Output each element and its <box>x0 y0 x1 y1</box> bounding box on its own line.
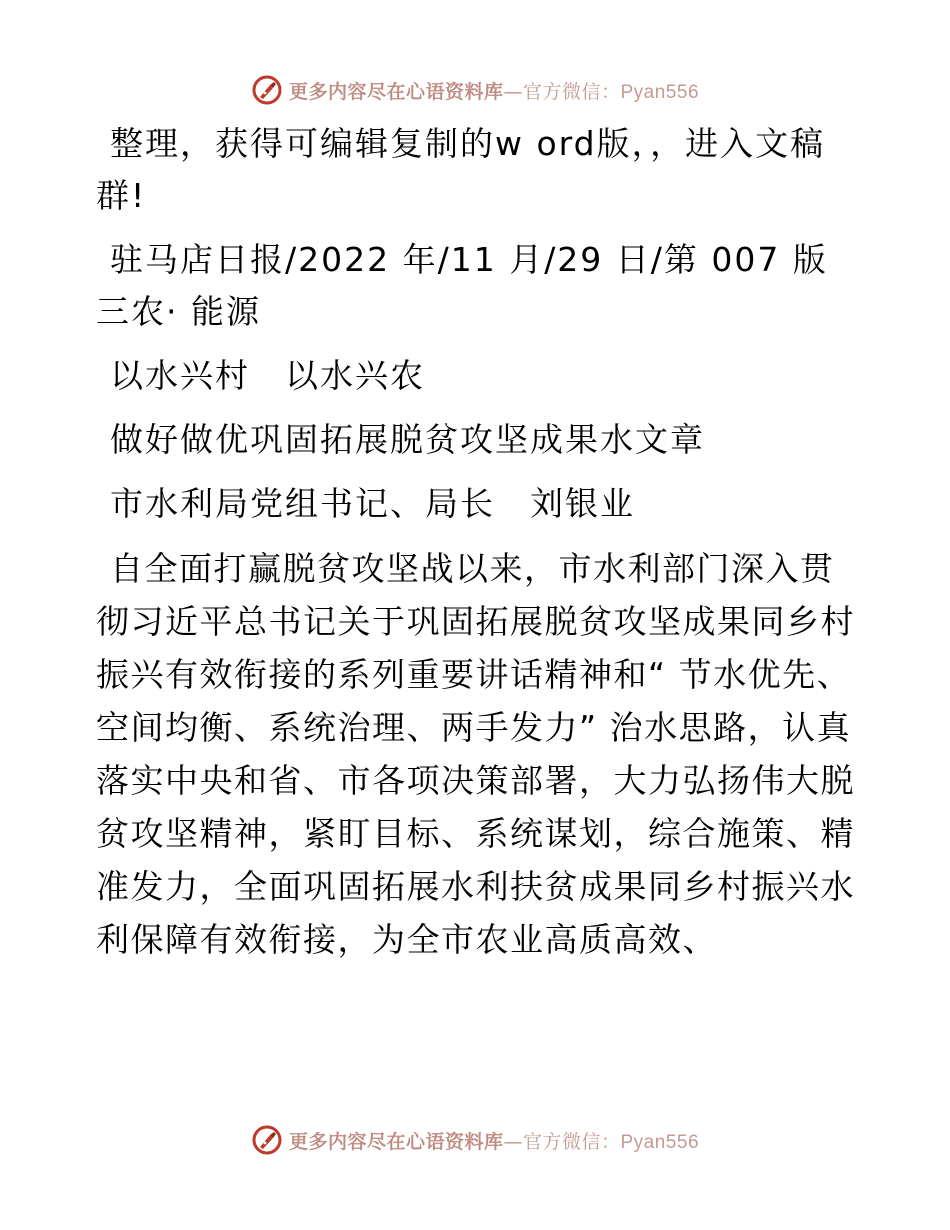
banner-site-text: 更多内容尽在心语资料库 <box>288 1130 504 1153</box>
article-author: 市水利局党组书记、局长 刘银业 <box>110 484 635 523</box>
article-body-paragraph: 自全面打赢脱贫攻坚战以来，市水利部门深入贯彻习近平总书记关于巩固拓展脱贫攻坚成果同乡村振兴有效衔接的系列重要讲话精神和“ 节水优先、空间均衡、系统治理、两手发力” 治水思路，认真落实中央和省、市各项决策部署，大力弘扬伟大脱贫攻坚精神，紧盯目标、系统谋划，综合施策、精准发力，全面巩固拓展水利扶贫成果同乡村振兴水利保障有效衔接，为全市农业高质高效、 <box>96 549 855 959</box>
footer-banner <box>0 1120 950 1160</box>
article-subtitle: 做好做优巩固拓展脱贫攻坚成果水文章 <box>110 420 705 459</box>
banner-text <box>289 1127 699 1154</box>
header-banner <box>0 70 950 110</box>
banner-separator: — <box>503 1130 523 1153</box>
pen-nib-logo-icon <box>251 1124 283 1156</box>
pen-nib-logo-icon <box>251 74 283 106</box>
banner-wechat-label: 官方微信： <box>522 80 621 103</box>
article-title: 以水兴村 以水兴农 <box>110 356 425 395</box>
banner-site-text: 更多内容尽在心语资料库 <box>288 80 504 103</box>
document-body <box>96 118 856 978</box>
source-line: 驻马店日报/2022 年/11 月/29 日/第 007 版三农· 能源 <box>96 240 828 331</box>
banner-wechat-id: Pyan556 <box>620 1131 700 1153</box>
banner-text <box>289 77 699 104</box>
intro-paragraph: 整理，获得可编辑复制的w ord版，，进入文稿群! <box>96 124 826 215</box>
banner-separator: — <box>503 80 523 103</box>
footer-banner-inner <box>251 1124 699 1156</box>
banner-wechat-id: Pyan556 <box>620 81 700 103</box>
header-banner-inner <box>251 74 699 106</box>
banner-wechat-label: 官方微信： <box>522 1130 621 1153</box>
